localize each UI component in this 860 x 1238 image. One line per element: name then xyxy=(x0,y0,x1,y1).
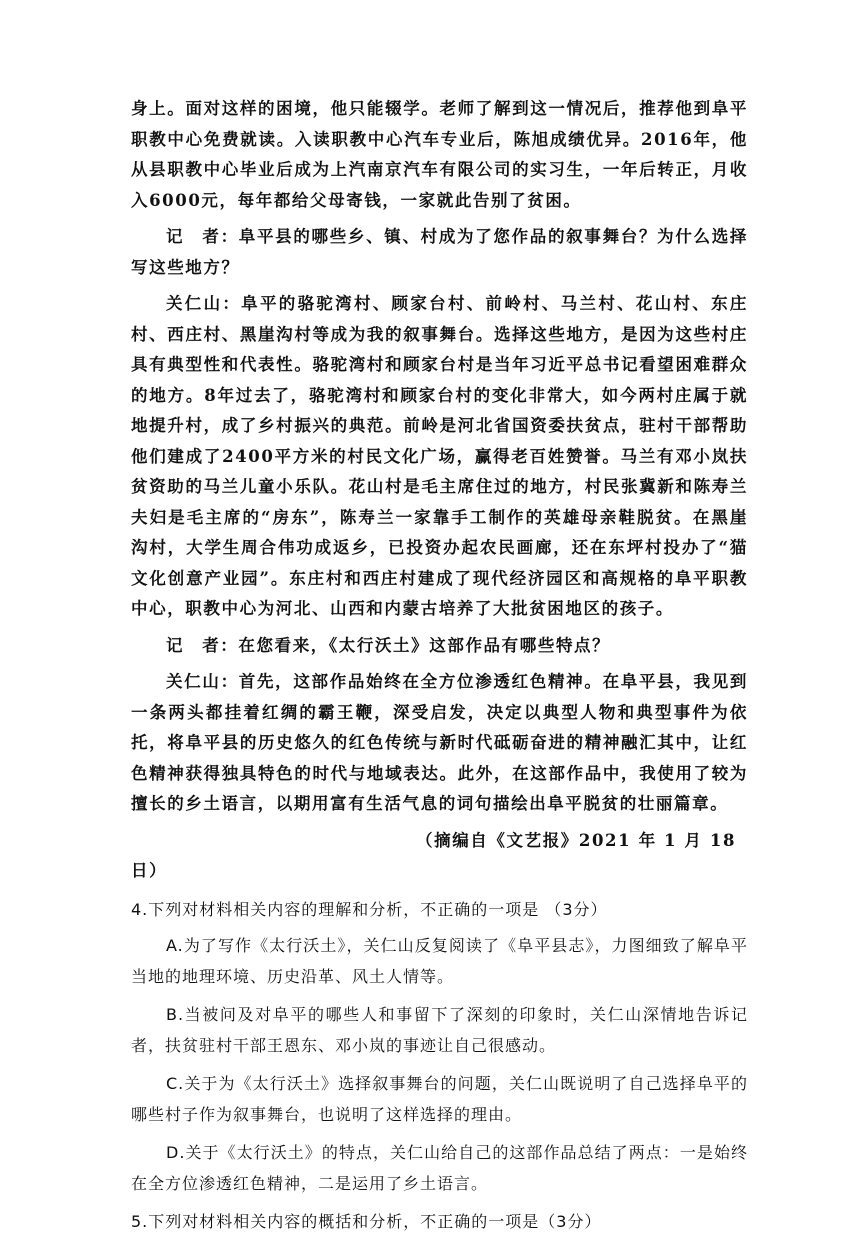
option-c: C.关于为《太行沃土》选择叙事舞台的问题，关仁山既说明了自己选择阜平的哪些村子作为叙事舞台，也说明了这样选择的理由。 xyxy=(131,1074,748,1124)
article-body xyxy=(131,94,748,887)
question-section xyxy=(131,895,748,1238)
article-paragraph: 身上。面对这样的困境，他只能辍学。老师了解到这一情况后，推荐他到阜平职教中心免费就读。入读职教中心汽车专业后，陈旭成绩优异。2016年，他从县职教中心毕业后成为上汽南京汽车有限公司的实习生，一年后转正，月收入6000元，每年都给父母寄钱，一家就此告别了贫困。 xyxy=(131,99,748,210)
interview-question: 记 者：在您看来，《太行沃土》这部作品有哪些特点？ xyxy=(166,635,611,655)
interview-question: 记 者：阜平县的哪些乡、镇、村成为了您作品的叙事舞台？为什么选择写这些地方？ xyxy=(131,227,748,277)
option-d: D.关于《太行沃土》的特点，关仁山给自己的这部作品总结了两点：一是始终在全方位渗透红色精神，二是运用了乡土语言。 xyxy=(131,1143,748,1193)
interview-answer: 关仁山：首先，这部作品始终在全方位渗透红色精神。在阜平县，我见到一条两头都挂着红绸的霸王鞭，深受启发，决定以典型人物和典型事件为依托，将阜平县的历史悠久的红色传统与新时代砥砺奋进的精神融汇其中，让红色精神获得独具特色的时代与地域表达。此外，在这部作品中，我使用了较为擅长的乡土语言，以期用富有生活气息的词句描绘出阜平脱贫的壮丽篇章。 xyxy=(131,672,748,813)
interview-answer: 关仁山：阜平的骆驼湾村、顾家台村、前岭村、马兰村、花山村、东庄村、西庄村、黑崖沟村等成为我的叙事舞台。选择这些地方，是因为这些村庄具有典型性和代表性。骆驼湾村和顾家台村是当年习近平总书记看望困难群众的地方。8年过去了，骆驼湾村和顾家台村的变化非常大，如今两村庄属于就地提升村，成了乡村振兴的典范。前岭是河北省国资委扶贫点，驻村干部帮助他们建成了2400平方米的村民文化广场，赢得老百姓赞誉。马兰有邓小岚扶贫资助的马兰儿童小乐队。花山村是毛主席住过的地方，村民张冀新和陈寿兰夫妇是毛主席的“房东”，陈寿兰一家靠手工制作的英雄母亲鞋脱贫。在黑崖沟村，大学生周合伟功成返乡，已投资办起农民画廊，还在东坪村投办了“猫文化创意产业园”。东庄村和西庄村建成了现代经济园区和高规格的阜平职教中心，职教中心为河北、山西和内蒙古培养了大批贫困地区的孩子。 xyxy=(131,294,748,618)
source-citation: （摘编自《文艺报》2021 年 1 月 18 日） xyxy=(131,830,737,880)
option-a: A.为了写作《太行沃土》，关仁山反复阅读了《阜平县志》，力图细致了解阜平当地的地理环境、历史沿革、风土人情等。 xyxy=(131,936,748,986)
question-stem: 5.下列对材料相关内容的概括和分析，不正确的一项是（3分） xyxy=(131,1212,602,1231)
option-b: B.当被问及对阜平的哪些人和事留下了深刻的印象时，关仁山深情地告诉记者，扶贫驻村干部王恩东、邓小岚的事迹让自己很感动。 xyxy=(131,1005,748,1055)
question-stem: 4.下列对材料相关内容的理解和分析，不正确的一项是 （3分） xyxy=(131,899,608,919)
